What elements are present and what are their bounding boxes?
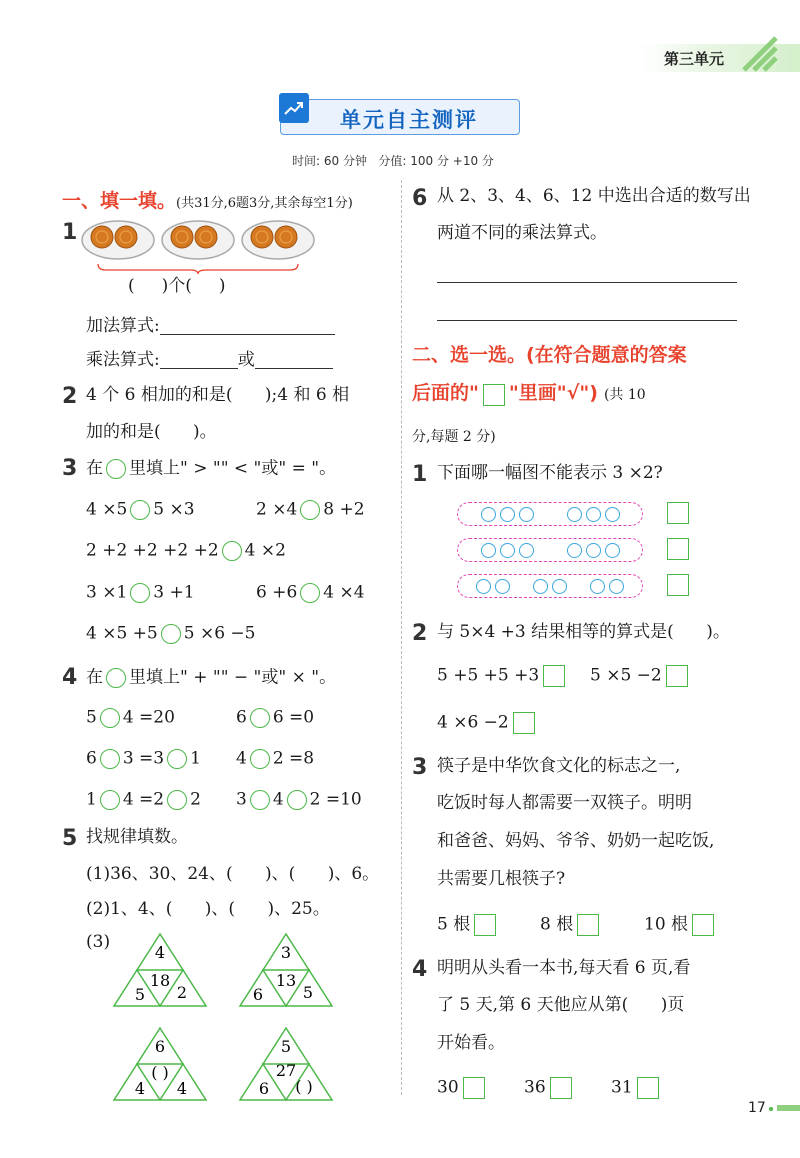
dot-circle xyxy=(519,507,534,522)
s2q3-number: 3 xyxy=(412,755,428,780)
q5-sub3: (3) xyxy=(86,932,111,952)
mooncake-plates xyxy=(80,216,316,274)
dot-circle xyxy=(586,543,601,558)
tri1-left: 5 xyxy=(134,985,146,1004)
dot-circle xyxy=(481,507,496,522)
circle-group xyxy=(476,579,510,594)
circle-group xyxy=(481,507,534,522)
answer-box-sample xyxy=(483,384,505,406)
answer-box[interactable] xyxy=(692,914,714,936)
section2-note1: (共 10 xyxy=(603,387,646,403)
answer-box[interactable] xyxy=(577,914,599,936)
dot-circle xyxy=(609,579,624,594)
answer-circle[interactable] xyxy=(100,749,120,769)
q3-number: 3 xyxy=(62,456,78,481)
s2q3-opt2: 8 根 xyxy=(540,914,599,936)
dot-circle xyxy=(590,579,605,594)
q3-row1-b: 2 ×4 8 +2 xyxy=(256,499,365,520)
tri3-left: 4 xyxy=(134,1079,146,1098)
q4-instr-post: 里填上" + "" − "或" × "。 xyxy=(129,667,337,688)
q6-answer-line-1[interactable] xyxy=(437,282,737,283)
dot-circle xyxy=(586,507,601,522)
s2q2-opt1: 5 +5 +5 +3 xyxy=(437,665,565,687)
dot-circle xyxy=(495,579,510,594)
q4-row3-b: 3 4 2 =10 xyxy=(236,789,362,810)
s2q4-line3: 开始看。 xyxy=(437,1033,505,1053)
q3-instr-pre: 在 xyxy=(86,458,103,479)
answer-box[interactable] xyxy=(543,665,565,687)
dot-circle xyxy=(567,543,582,558)
dot-circle xyxy=(605,543,620,558)
answer-box[interactable] xyxy=(463,1077,485,1099)
q2-number: 2 xyxy=(62,384,78,409)
answer-circle[interactable] xyxy=(250,708,270,728)
answer-circle[interactable] xyxy=(161,624,181,644)
or-label: 或 xyxy=(237,350,255,370)
column-divider xyxy=(401,180,402,1095)
q3-row1-a: 4 ×5 5 ×3 xyxy=(86,499,195,520)
triangle-4 xyxy=(240,1028,332,1100)
mul-answer-line-2[interactable] xyxy=(255,352,333,369)
s2q3-opt1: 5 根 xyxy=(437,914,496,936)
circle-group xyxy=(533,579,567,594)
s2q2-opt2: 5 ×5 −2 xyxy=(590,665,688,687)
mul-label: 乘法算式: xyxy=(86,350,160,370)
stripes-icon xyxy=(742,36,778,72)
tri1-center: 18 xyxy=(149,971,171,990)
answer-box[interactable] xyxy=(667,502,689,524)
q6-line2: 两道不同的乘法算式。 xyxy=(437,223,607,243)
dot-circle xyxy=(605,507,620,522)
q6-line1: 从 2、3、4、6、12 中选出合适的数写出 xyxy=(437,186,751,206)
section2-note2: 分,每题 2 分) xyxy=(412,429,496,445)
page-number: 17 xyxy=(748,1100,766,1116)
section2-heading-pre: 后面的" xyxy=(412,382,479,404)
section1-title: 一、填一填。 xyxy=(62,190,177,212)
q3-row2-a: 2 +2 +2 +2 +2 4 ×2 xyxy=(86,540,286,561)
q5-line1: (1)36、30、24、( )、( )、6。 xyxy=(86,864,380,884)
q2-line1: 4 个 6 相加的和是( );4 和 6 相 xyxy=(86,385,350,405)
s2q3-line2: 吃饭时每人都需要一双筷子。明明 xyxy=(437,793,692,813)
tri4-right: ( ) xyxy=(295,1077,313,1096)
option-row-1 xyxy=(457,502,643,526)
tri3-right: 4 xyxy=(176,1079,188,1098)
dot-circle xyxy=(500,507,515,522)
s2q3-line4: 共需要几根筷子? xyxy=(437,869,566,889)
q1-add-row xyxy=(86,318,335,335)
q3-instruction xyxy=(86,459,336,479)
operator-circle xyxy=(106,668,126,688)
dot-circle xyxy=(533,579,548,594)
page-title: 单元自主测评 xyxy=(340,108,478,132)
tri4-left: 6 xyxy=(258,1079,270,1098)
answer-circle[interactable] xyxy=(130,583,150,603)
s2q2-opt3: 4 ×6 −2 xyxy=(437,712,535,734)
answer-circle[interactable] xyxy=(167,790,187,810)
answer-box[interactable] xyxy=(666,665,688,687)
q6-answer-line-2[interactable] xyxy=(437,320,737,321)
answer-circle[interactable] xyxy=(100,708,120,728)
tri1-right: 2 xyxy=(176,983,188,1002)
answer-box[interactable] xyxy=(637,1077,659,1099)
answer-circle[interactable] xyxy=(250,790,270,810)
footer-bar xyxy=(777,1105,800,1111)
answer-circle[interactable] xyxy=(222,541,242,561)
q4-row1-a: 5 4 =20 xyxy=(86,707,175,728)
add-label: 加法算式: xyxy=(86,316,160,336)
q4-row3-a: 1 4 =2 2 xyxy=(86,789,201,810)
section2-heading-post: "里画"√") xyxy=(508,382,598,404)
q4-row2-b: 4 2 =8 xyxy=(236,748,315,769)
q3-row3-b: 6 +6 4 ×4 xyxy=(256,582,365,603)
dot-circle xyxy=(567,507,582,522)
s2q1-text: 下面哪一幅图不能表示 3 ×2? xyxy=(437,463,663,483)
circle-group xyxy=(567,507,620,522)
q1-number: 1 xyxy=(62,220,78,245)
s2q1-number: 1 xyxy=(412,462,428,487)
answer-box[interactable] xyxy=(550,1077,572,1099)
s2q4-line1: 明明从头看一本书,每天看 6 页,看 xyxy=(437,958,691,978)
answer-circle[interactable] xyxy=(287,790,307,810)
tri2-right: 5 xyxy=(302,983,314,1002)
q4-row1-b: 6 6 =0 xyxy=(236,707,315,728)
answer-box[interactable] xyxy=(667,574,689,596)
q4-number: 4 xyxy=(62,665,78,690)
q5-instruction: 找规律填数。 xyxy=(86,827,188,847)
answer-circle[interactable] xyxy=(300,583,320,603)
answer-box[interactable] xyxy=(667,538,689,560)
s2q3-opt3: 10 根 xyxy=(644,914,714,936)
dot-circle xyxy=(519,543,534,558)
dot-circle xyxy=(500,543,515,558)
s2q3-line3: 和爸爸、妈妈、爷爷、奶奶一起吃饭, xyxy=(437,831,715,851)
section2-title-line2 xyxy=(412,378,646,406)
add-answer-line[interactable] xyxy=(160,318,335,335)
page-dot xyxy=(769,1107,773,1111)
dot-circle xyxy=(481,543,496,558)
triangle-1 xyxy=(114,934,206,1006)
circle-group xyxy=(567,543,620,558)
q1-blank-line: ( )个( ) xyxy=(128,276,226,296)
plate-3 xyxy=(242,221,314,259)
trend-icon xyxy=(283,97,305,119)
compare-circle xyxy=(106,459,126,479)
answer-circle[interactable] xyxy=(167,749,187,769)
s2q3-line1: 筷子是中华饮食文化的标志之一, xyxy=(437,756,681,776)
tri2-top: 3 xyxy=(280,943,292,962)
answer-box[interactable] xyxy=(474,914,496,936)
triangle-puzzles xyxy=(110,930,340,1100)
answer-circle[interactable] xyxy=(250,749,270,769)
s2q4-number: 4 xyxy=(412,957,428,982)
tri3-top: 6 xyxy=(154,1037,166,1056)
answer-circle[interactable] xyxy=(300,500,320,520)
plate-2 xyxy=(162,221,234,259)
tri4-center: 27 xyxy=(275,1061,297,1080)
dot-circle xyxy=(476,579,491,594)
dot-circle xyxy=(552,579,567,594)
s2q4-opt2: 36 xyxy=(524,1077,572,1099)
q4-instruction xyxy=(86,668,336,688)
s2q4-opt3: 31 xyxy=(611,1077,659,1099)
option-row-3 xyxy=(457,574,643,598)
tri2-left: 6 xyxy=(252,985,264,1004)
option-row-2 xyxy=(457,538,643,562)
section1-heading xyxy=(62,186,353,213)
s2q4-opt1: 30 xyxy=(437,1077,485,1099)
q3-row4-a: 4 ×5 +5 5 ×6 −5 xyxy=(86,623,256,644)
q4-instr-pre: 在 xyxy=(86,667,103,688)
q2-line2: 加的和是( )。 xyxy=(86,422,217,442)
s2q1-option-rows xyxy=(457,502,697,602)
q3-instr-post: 里填上" > "" < "或" = "。 xyxy=(129,458,337,479)
s2q2-text: 与 5×4 +3 结果相等的算式是( )。 xyxy=(437,622,730,642)
plate-1 xyxy=(82,221,154,259)
unit-label: 第三单元 xyxy=(664,50,725,68)
q1-mul-row xyxy=(86,352,333,369)
answer-circle[interactable] xyxy=(100,790,120,810)
q4-row2-a: 6 3 =3 1 xyxy=(86,748,201,769)
answer-box[interactable] xyxy=(513,712,535,734)
circle-group xyxy=(590,579,624,594)
tri3-center: ( ) xyxy=(151,1063,169,1082)
mul-answer-line-1[interactable] xyxy=(160,352,238,369)
tri2-center: 13 xyxy=(275,971,297,990)
q3-row3-a: 3 ×1 3 +1 xyxy=(86,582,195,603)
test-meta: 时间: 60 分钟 分值: 100 分 +10 分 xyxy=(292,154,494,168)
triangle-3 xyxy=(114,1028,206,1100)
answer-circle[interactable] xyxy=(130,500,150,520)
s2q2-number: 2 xyxy=(412,621,428,646)
circle-group xyxy=(481,543,534,558)
section1-note: (共31分,6题3分,其余每空1分) xyxy=(176,196,353,211)
s2q4-line2: 了 5 天,第 6 天他应从第( )页 xyxy=(437,995,685,1015)
triangle-2 xyxy=(240,934,332,1006)
q5-line2: (2)1、4、( )、( )、25。 xyxy=(86,899,330,919)
q5-number: 5 xyxy=(62,826,78,851)
tri4-top: 5 xyxy=(280,1037,292,1056)
q6-number: 6 xyxy=(412,186,428,211)
section2-title-line1: 二、选一选。(在符合题意的答案 xyxy=(412,344,687,366)
tri1-top: 4 xyxy=(154,943,166,962)
